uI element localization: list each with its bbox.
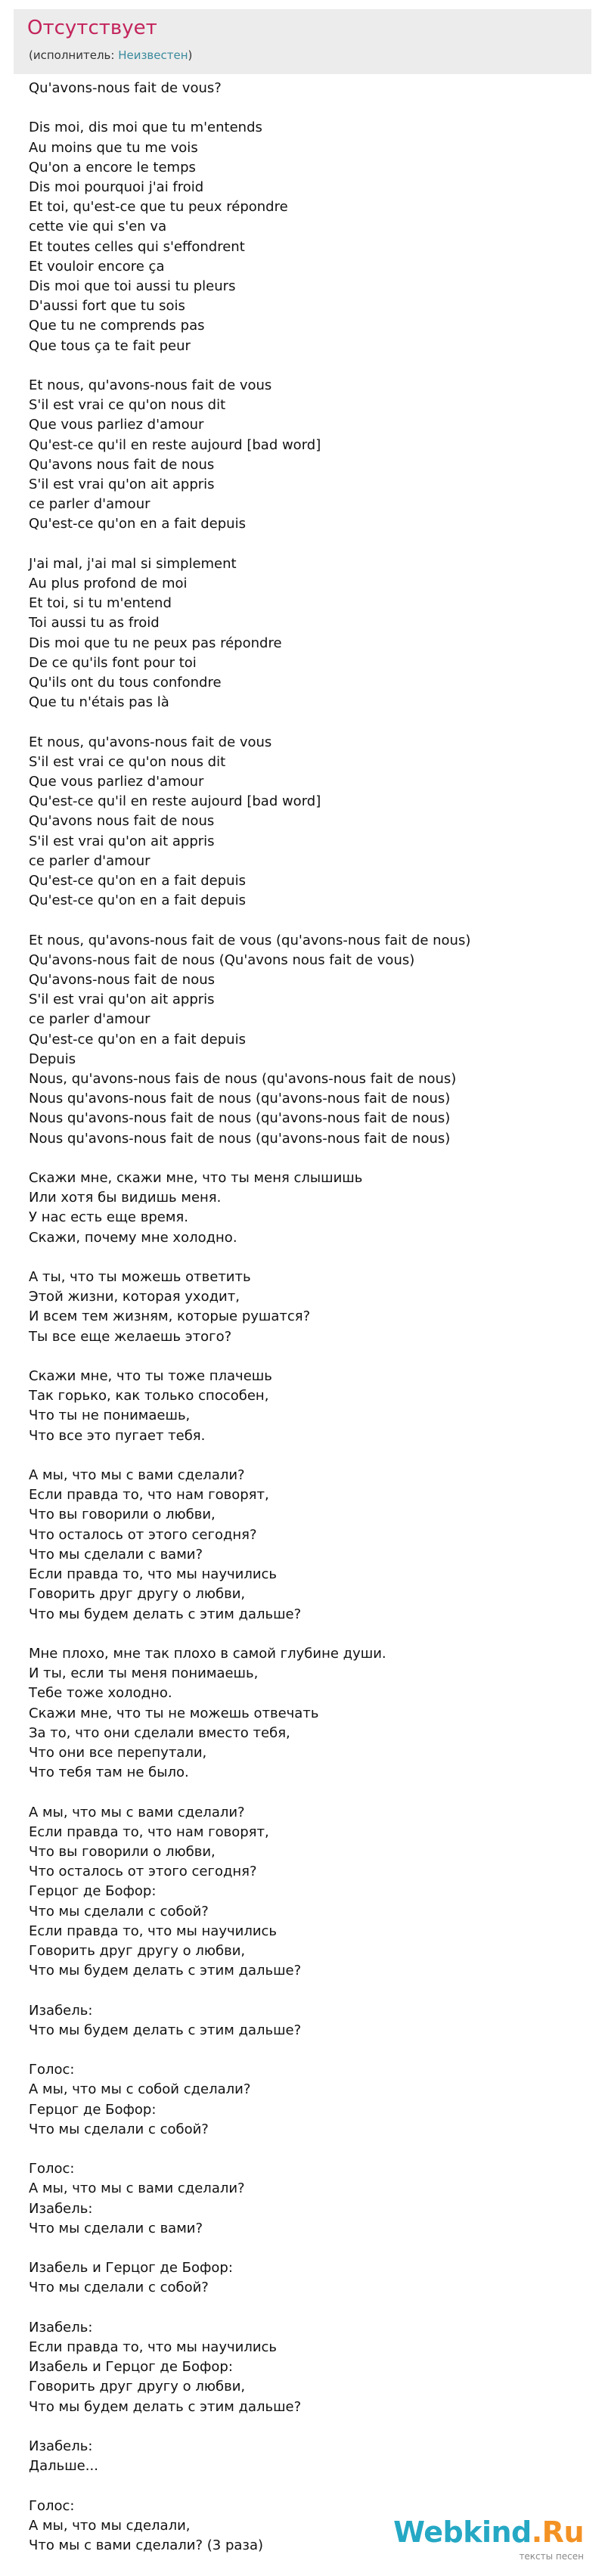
lyrics-stanza [29,1644,588,1783]
lyrics-line: Что мы сделали с собой? [29,2280,209,2296]
lyrics-line: Et toi, si tu m'entend [29,595,172,612]
lyrics-line: Qu'avons nous fait de nous [29,813,215,830]
lyrics-line: Et vouloir encore ça [29,258,165,275]
lyrics-line: Qu'est-ce qu'on en a fait depuis [29,892,246,909]
song-header [14,9,591,74]
lyrics-line: Голос: [29,2062,75,2078]
lyrics-stanza [29,79,588,98]
lyrics-line: Nous qu'avons-nous fait de nous (qu'avons-nous fait de nous) [29,1130,451,1147]
lyrics-line: Dis moi que tu ne peux pas répondre [29,635,282,651]
lyrics-line: Что все это пугает тебя. [29,1427,206,1444]
lyrics-line: Если правда то, что мы научились [29,2339,278,2355]
lyrics-line: У нас есть еще время. [29,1209,188,1226]
lyrics-line: Au plus profond de moi [29,576,188,592]
lyrics-line: Et toi, qu'est-ce que tu peux répondre [29,199,288,216]
performer-suffix: ) [188,48,193,62]
lyrics-line: Если правда то, что мы научились [29,1566,278,1583]
lyrics-line: Если правда то, что мы научились [29,1923,278,1939]
lyrics-line: Что ты не понимаешь, [29,1407,191,1424]
lyrics-line: И всем тем жизням, которые рушатся? [29,1308,311,1325]
lyrics-line: Что мы будем делать с этим дальше? [29,1963,302,1979]
lyrics-line: Голос: [29,2497,75,2514]
logo-name: Webkind [393,2515,532,2549]
lyrics-line: ce parler d'amour [29,852,150,869]
lyrics-line: Что вы говорили о любви, [29,1507,216,1523]
lyrics-line: S'il est vrai qu'on ait appris [29,476,215,493]
performer-link[interactable]: Неизвестен [118,48,188,62]
lyrics-stanza [29,1466,588,1625]
lyrics-line: Nous, qu'avons-nous fais de nous (qu'avons-nous fait de nous) [29,1071,457,1088]
lyrics-stanza [29,1268,588,1347]
lyrics-line: За то, что они сделали вместо тебя, [29,1724,290,1741]
lyrics-line: Qu'on a encore le temps [29,159,196,175]
lyrics-line: Что мы сделали с собой? [29,2121,209,2137]
lyrics-line: cette vie qui s'en va [29,219,167,235]
lyrics-line: Говорить друг другу о любви, [29,1942,246,1959]
lyrics-line: А мы, что мы сделали, [29,2517,191,2534]
lyrics-line: Что осталось от этого сегодня? [29,1864,257,1880]
lyrics-line: Que tu n'étais pas là [29,694,169,711]
lyrics-line: Дальше... [29,2458,98,2475]
lyrics-line: Qu'est-ce qu'on en a fait depuis [29,873,246,889]
lyrics-line: Если правда то, что нам говорят, [29,1823,269,1840]
lyrics-stanza [29,1169,588,1248]
lyrics-line: Изабель: [29,2438,93,2454]
lyrics-stanza [29,2258,588,2298]
lyrics-line: Qu'avons nous fait de nous [29,456,215,473]
lyrics-line: Что осталось от этого сегодня? [29,1526,257,1543]
logo-domain: .Ru [531,2515,584,2549]
lyrics-line: Qu'est-ce qu'on en a fait depuis [29,1031,246,1047]
lyrics-line: Так горько, как только способен, [29,1388,269,1404]
lyrics-line: Qu'avons-nous fait de vous? [29,80,222,96]
lyrics-line: А ты, что ты можешь ответить [29,1269,251,1286]
lyrics-line: Dis moi pourquoi j'ai froid [29,179,204,195]
lyrics-line: Герцог де Бофор: [29,2101,157,2118]
lyrics-line: Ты все еще желаешь этого? [29,1328,232,1345]
lyrics-line: А мы, что мы с вами сделали? [29,1467,245,1484]
logo-tagline: тексты песен [519,2551,584,2562]
lyrics-line: Dis moi que toi aussi tu pleurs [29,278,236,295]
lyrics-line: Что вы говорили о любви, [29,1843,216,1860]
lyrics-stanza [29,733,588,911]
lyrics-line: Et nous, qu'avons-nous fait de vous [29,377,272,394]
lyrics-line: А мы, что мы с собой сделали? [29,2081,251,2098]
site-logo[interactable] [393,2515,584,2568]
lyrics-line: Голос: [29,2161,75,2177]
lyrics-line: Что мы будем делать с этим дальше? [29,2398,302,2415]
lyrics-line: Qu'avons-nous fait de nous [29,972,216,989]
lyrics-line: Dis moi, dis moi que tu m'entends [29,119,262,136]
lyrics-stanza [29,2159,588,2239]
lyrics-line: Тебе тоже холодно. [29,1685,172,1702]
lyrics-line: Que tu ne comprends pas [29,318,205,334]
lyrics-line: Скажи мне, что ты тоже плачешь [29,1368,272,1385]
lyrics-line: Мне плохо, мне так плохо в самой глубине души. [29,1645,386,1662]
lyrics-line: ce parler d'amour [29,1011,150,1028]
lyrics-line: Au moins que tu me vois [29,139,198,156]
lyrics-line: Nous qu'avons-nous fait de nous (qu'avons-nous fait de nous) [29,1091,451,1107]
lyrics-line: S'il est vrai qu'on ait appris [29,833,215,849]
lyrics-line: Говорить друг другу о любви, [29,2379,246,2395]
logo-wordmark [393,2515,584,2549]
lyrics-stanza [29,118,588,355]
lyrics-line: Этой жизни, которая уходит, [29,1289,240,1305]
lyrics-line: Изабель: [29,2200,93,2217]
lyrics-stanza [29,1367,588,1446]
lyrics-line: Depuis [29,1051,76,1067]
lyrics-stanza [29,1803,588,1982]
lyrics-line: Скажи, почему мне холодно. [29,1229,237,1246]
lyrics-line: D'aussi fort que tu sois [29,298,185,315]
lyrics-line: J'ai mal, j'ai mal si simplement [29,555,237,572]
lyrics-line: Et toutes celles qui s'effondrent [29,238,245,255]
lyrics-line: Изабель и Герцог де Бофор: [29,2359,233,2376]
lyrics-line: Que tous ça te fait peur [29,337,191,354]
lyrics-line: Что мы сделали с вами? [29,1546,203,1563]
lyrics-stanza [29,2060,588,2140]
lyrics-line: Что тебя там не было. [29,1764,189,1781]
lyrics-line: Что мы будем делать с этим дальше? [29,2022,302,2038]
lyrics-line: Que vous parliez d'amour [29,417,204,433]
lyrics-line: Qu'est-ce qu'il en reste aujourd [bad word] [29,793,321,810]
lyrics-line: Говорить друг другу о любви, [29,1586,246,1603]
lyrics-line: Изабель: [29,2002,93,2019]
lyrics-line: ce parler d'amour [29,496,150,513]
lyrics-line: Герцог де Бофор: [29,1883,157,1900]
lyrics-stanza [29,376,588,535]
lyrics-line: Qu'est-ce qu'on en a fait depuis [29,516,246,532]
lyrics-line: Et nous, qu'avons-nous fait de vous [29,734,272,750]
lyrics-line: Toi aussi tu as froid [29,615,160,632]
lyrics-line: Если правда то, что нам говорят, [29,1487,269,1504]
lyrics-stanza [29,2318,588,2417]
lyrics-stanza [29,2001,588,2041]
lyrics-stanza [29,931,588,1149]
lyrics-stanza [29,554,588,713]
lyrics-line: Скажи мне, что ты не можешь отвечать [29,1705,319,1721]
lyrics-line: Изабель: [29,2319,93,2335]
lyrics-line: А мы, что мы с вами сделали? [29,1804,245,1820]
lyrics-line: S'il est vrai ce qu'on nous dit [29,753,226,770]
lyrics-body [29,79,588,2575]
lyrics-stanza [29,2437,588,2476]
lyrics-line: Que vous parliez d'amour [29,774,204,790]
lyrics-line: De ce qu'ils font pour toi [29,654,197,671]
lyrics-line: Что мы сделали с вами? [29,2220,203,2236]
lyrics-line: Что мы будем делать с этим дальше? [29,1606,302,1622]
lyrics-line: Nous qu'avons-nous fait de nous (qu'avons-nous fait de nous) [29,1110,451,1127]
lyrics-line: Что мы сделали с собой? [29,1903,209,1920]
performer-prefix: (исполнитель: [29,48,119,62]
lyrics-line: Qu'avons-nous fait de nous (Qu'avons nous fait de vous) [29,951,415,968]
lyrics-line: Что мы с вами сделали? (3 раза) [29,2537,264,2553]
song-title: Отсутствует [27,17,157,39]
lyrics-line: Или хотя бы видишь меня. [29,1190,222,1206]
performer-line [29,47,192,64]
lyrics-line: Скажи мне, скажи мне, что ты меня слышишь [29,1170,363,1187]
lyrics-line: S'il est vrai ce qu'on nous dit [29,397,226,414]
lyrics-line: S'il est vrai qu'on ait appris [29,992,215,1008]
lyrics-line: Изабель и Герцог де Бофор: [29,2260,233,2277]
lyrics-line: Qu'ils ont du tous confondre [29,675,222,691]
lyrics-line: Qu'est-ce qu'il en reste aujourd [bad word] [29,436,321,453]
lyrics-line: Et nous, qu'avons-nous fait de vous (qu'avons-nous fait de nous) [29,932,471,948]
lyrics-line: А мы, что мы с вами сделали? [29,2180,245,2197]
lyrics-line: Что они все перепутали, [29,1744,207,1761]
lyrics-line: И ты, если ты меня понимаешь, [29,1665,259,1682]
